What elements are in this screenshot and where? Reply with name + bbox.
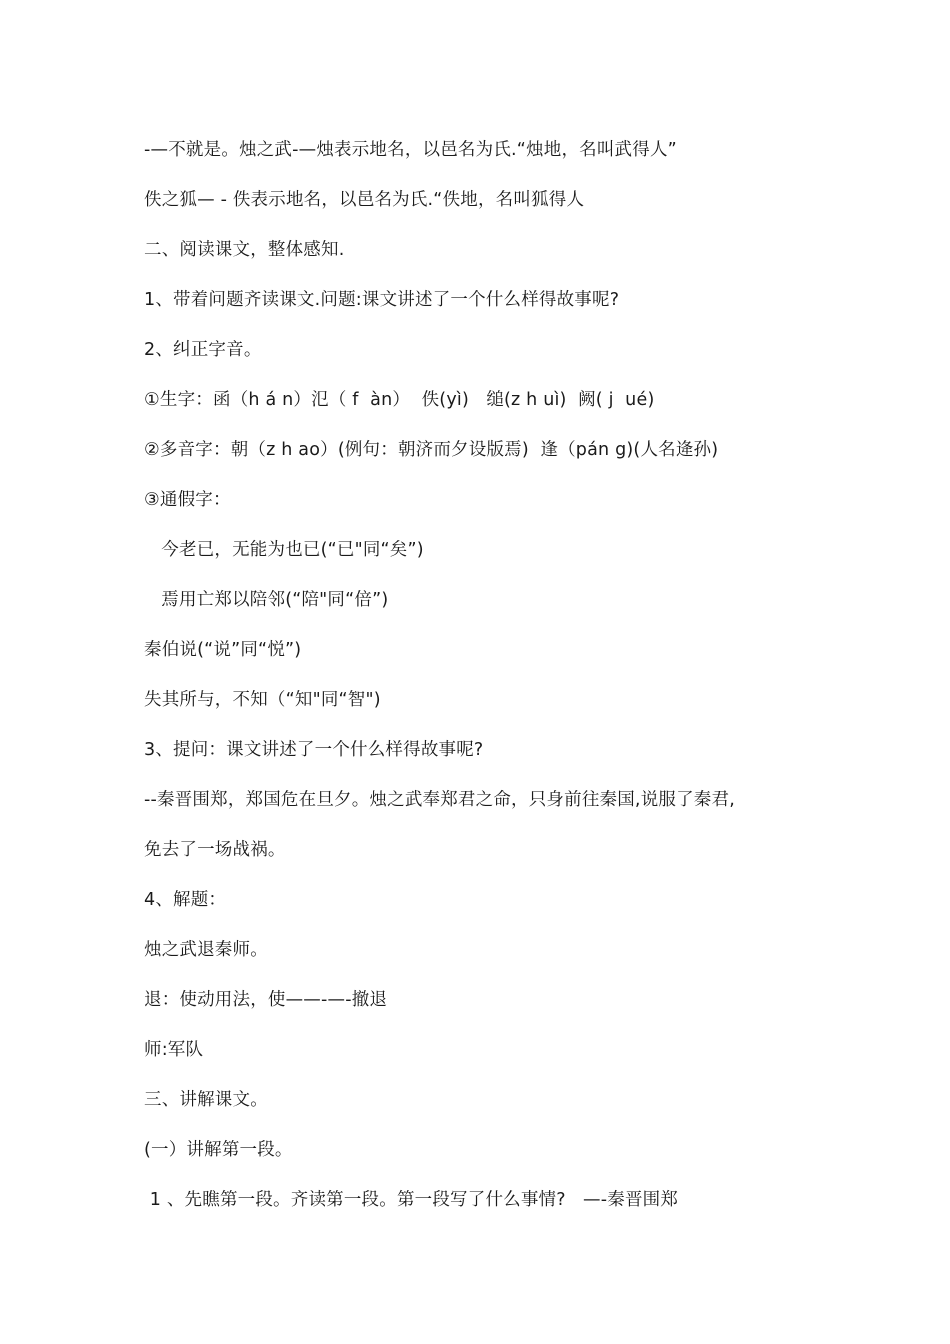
text-line: ③通假字：: [144, 490, 231, 510]
text-line: 4、解题：: [144, 890, 227, 910]
text-line: 佚之狐— - 佚表示地名，以邑名为氏.“佚地，名叫狐得人: [144, 190, 585, 210]
text-line: ①生字：函（h á n）氾（ f àn） 佚(yì) 缒(z h uì) 阙( j ué): [144, 390, 655, 410]
text-line: 焉用亡郑以陪邻(“陪"同“倍”): [144, 590, 389, 610]
text-line: 免去了一场战祸。: [144, 840, 286, 860]
text-line: 1、带着问题齐读课文.问题:课文讲述了一个什么样得故事呢?: [144, 290, 620, 310]
text-line: 失其所与，不知（“知"同“智"): [144, 690, 381, 710]
text-line: 烛之武退秦师。: [144, 940, 268, 960]
text-line: 1 、先瞧第一段。齐读第一段。第一段写了什么事情? —-秦晋围郑: [144, 1190, 679, 1210]
text-line: 今老已，无能为也已(“已"同“矣”): [144, 540, 424, 560]
text-line: 3、提问：课文讲述了一个什么样得故事呢?: [144, 740, 484, 760]
text-line: --秦晋围郑，郑国危在旦夕。烛之武奉郑君之命，只身前往秦国,说服了秦君,: [144, 790, 735, 810]
text-line: 秦伯说(“说”同“悦”): [144, 640, 302, 660]
text-line: 师:军队: [144, 1040, 204, 1060]
text-line: -—不就是。烛之武-—烛表示地名，以邑名为氏.“烛地，名叫武得人”: [144, 140, 677, 160]
text-line: ②多音字：朝（z h ao）(例句：朝济而夕设版焉) 逢（pán g)(人名逄孙): [144, 440, 719, 460]
text-line: 退：使动用法，使——-—-撤退: [144, 990, 388, 1010]
text-line: 2、纠正字音。: [144, 340, 262, 360]
section-heading: 二、阅读课文，整体感知.: [144, 240, 345, 260]
section-heading: 三、讲解课文。: [144, 1090, 268, 1110]
subsection-heading: (一）讲解第一段。: [144, 1140, 293, 1160]
document-body: [144, 133, 824, 1233]
